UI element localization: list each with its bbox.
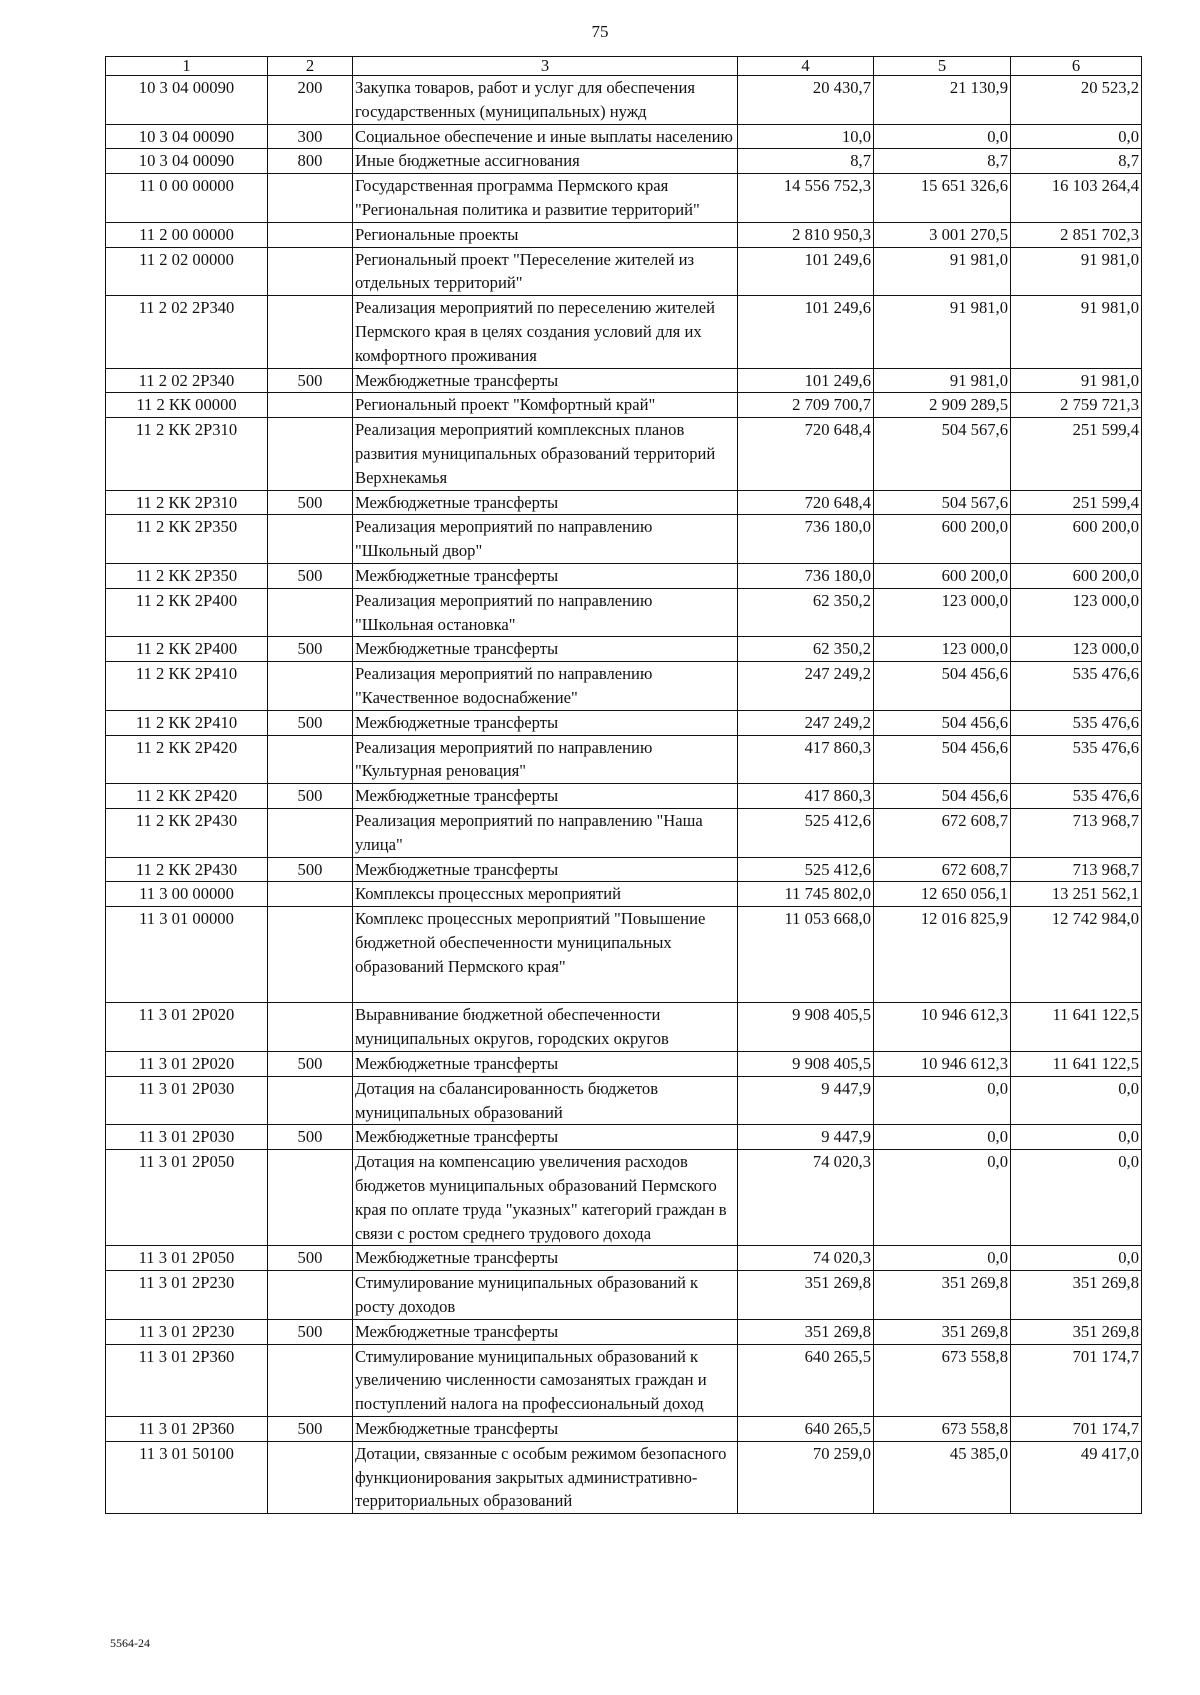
row-type-cell <box>268 1003 353 1052</box>
row-value-col5: 123 000,0 <box>874 588 1011 637</box>
row-value-col6: 2 759 721,3 <box>1011 393 1142 418</box>
table-row <box>106 857 1142 882</box>
row-type-cell <box>268 393 353 418</box>
row-type-cell: 500 <box>268 710 353 735</box>
row-code-cell: 11 2 00 00000 <box>106 222 268 247</box>
row-type-cell <box>268 418 353 490</box>
row-value-col6: 600 200,0 <box>1011 563 1142 588</box>
row-code-cell: 11 2 02 2Р340 <box>106 368 268 393</box>
row-name-cell: Реализация мероприятий по направлению "Культурная реновация" <box>353 735 738 784</box>
row-value-col4: 351 269,8 <box>738 1271 874 1320</box>
row-code-cell: 11 3 00 00000 <box>106 882 268 907</box>
row-type-cell <box>268 662 353 711</box>
row-name-cell: Межбюджетные трансферты <box>353 1417 738 1442</box>
row-value-col6: 49 417,0 <box>1011 1441 1142 1513</box>
row-name-cell: Межбюджетные трансферты <box>353 637 738 662</box>
row-value-col5: 0,0 <box>874 124 1011 149</box>
row-name-cell: Реализация мероприятий по направлению "Школьный двор" <box>353 515 738 564</box>
row-value-col4: 101 249,6 <box>738 296 874 368</box>
row-type-cell <box>268 588 353 637</box>
row-code-cell: 11 3 01 2Р230 <box>106 1271 268 1320</box>
row-value-col4: 417 860,3 <box>738 784 874 809</box>
table-row <box>106 1150 1142 1246</box>
table-row <box>106 1271 1142 1320</box>
row-value-col4: 2 709 700,7 <box>738 393 874 418</box>
table-row <box>106 1052 1142 1077</box>
row-code-cell: 11 2 КК 2Р350 <box>106 515 268 564</box>
row-type-cell <box>268 1150 353 1246</box>
row-name-cell: Комплекс процессных мероприятий "Повышение бюджетной обеспеченности муниципальных образований Пермского края" <box>353 907 738 1003</box>
row-value-col5: 673 558,8 <box>874 1417 1011 1442</box>
row-name-cell: Реализация мероприятий комплексных планов развития муниципальных образований территорий Верхнекамья <box>353 418 738 490</box>
row-code-cell: 11 3 01 2Р360 <box>106 1344 268 1416</box>
row-name-cell: Региональный проект "Переселение жителей из отдельных территорий" <box>353 247 738 296</box>
row-code-cell: 11 2 КК 2Р400 <box>106 637 268 662</box>
row-name-cell: Стимулирование муниципальных образований к увеличению численности самозанятых граждан и поступлений налога на профессиональный доход <box>353 1344 738 1416</box>
row-value-col6: 0,0 <box>1011 1125 1142 1150</box>
row-value-col5: 672 608,7 <box>874 857 1011 882</box>
header-col-4: 4 <box>738 57 874 76</box>
row-value-col4: 62 350,2 <box>738 588 874 637</box>
row-value-col6: 713 968,7 <box>1011 808 1142 857</box>
row-name-cell: Дотация на компенсацию увеличения расходов бюджетов муниципальных образований Пермского края по оплате труда "указных" категорий граждан в связи с ростом среднего трудового дохода <box>353 1150 738 1246</box>
row-type-cell <box>268 515 353 564</box>
row-value-col4: 9 908 405,5 <box>738 1003 874 1052</box>
row-name-cell: Межбюджетные трансферты <box>353 1246 738 1271</box>
table-row <box>106 1319 1142 1344</box>
row-type-cell: 500 <box>268 1246 353 1271</box>
row-code-cell: 11 3 01 2Р360 <box>106 1417 268 1442</box>
row-value-col4: 351 269,8 <box>738 1319 874 1344</box>
row-value-col6: 91 981,0 <box>1011 247 1142 296</box>
row-value-col6: 713 968,7 <box>1011 857 1142 882</box>
row-code-cell: 10 3 04 00090 <box>106 149 268 174</box>
row-value-col4: 9 908 405,5 <box>738 1052 874 1077</box>
row-value-col4: 11 745 802,0 <box>738 882 874 907</box>
row-value-col5: 672 608,7 <box>874 808 1011 857</box>
row-name-cell: Межбюджетные трансферты <box>353 857 738 882</box>
page-number: 75 <box>591 22 609 41</box>
header-col-3: 3 <box>353 57 738 76</box>
row-code-cell: 11 2 КК 2Р400 <box>106 588 268 637</box>
row-type-cell <box>268 808 353 857</box>
row-value-col6: 91 981,0 <box>1011 296 1142 368</box>
row-code-cell: 11 2 КК 2Р310 <box>106 490 268 515</box>
row-value-col4: 74 020,3 <box>738 1150 874 1246</box>
row-name-cell: Региональные проекты <box>353 222 738 247</box>
row-value-col4: 20 430,7 <box>738 76 874 125</box>
row-value-col6: 123 000,0 <box>1011 588 1142 637</box>
row-type-cell <box>268 296 353 368</box>
row-name-cell: Дотация на сбалансированность бюджетов муниципальных образований <box>353 1076 738 1125</box>
table-row <box>106 808 1142 857</box>
row-value-col5: 504 567,6 <box>874 490 1011 515</box>
row-code-cell: 11 2 КК 2Р420 <box>106 784 268 809</box>
row-value-col4: 101 249,6 <box>738 247 874 296</box>
table-row <box>106 710 1142 735</box>
row-type-cell <box>268 1271 353 1320</box>
table-row <box>106 174 1142 223</box>
row-code-cell: 11 3 01 2Р230 <box>106 1319 268 1344</box>
row-value-col5: 504 567,6 <box>874 418 1011 490</box>
table-row <box>106 735 1142 784</box>
row-value-col4: 247 249,2 <box>738 662 874 711</box>
row-value-col4: 525 412,6 <box>738 857 874 882</box>
row-value-col5: 3 001 270,5 <box>874 222 1011 247</box>
table-row <box>106 1344 1142 1416</box>
row-value-col4: 640 265,5 <box>738 1417 874 1442</box>
row-value-col6: 535 476,6 <box>1011 662 1142 711</box>
row-value-col6: 701 174,7 <box>1011 1344 1142 1416</box>
row-value-col5: 504 456,6 <box>874 710 1011 735</box>
row-name-cell: Реализация мероприятий по переселению жителей Пермского края в целях создания условий для их комфортного проживания <box>353 296 738 368</box>
row-code-cell: 11 2 02 2Р340 <box>106 296 268 368</box>
row-type-cell: 500 <box>268 857 353 882</box>
table-row <box>106 490 1142 515</box>
row-code-cell: 11 2 КК 2Р430 <box>106 857 268 882</box>
row-type-cell <box>268 1441 353 1513</box>
row-value-col6: 12 742 984,0 <box>1011 907 1142 1003</box>
row-type-cell <box>268 882 353 907</box>
table-row <box>106 1441 1142 1513</box>
row-value-col4: 247 249,2 <box>738 710 874 735</box>
row-value-col6: 0,0 <box>1011 1150 1142 1246</box>
row-value-col6: 251 599,4 <box>1011 490 1142 515</box>
table-row <box>106 247 1142 296</box>
row-value-col5: 45 385,0 <box>874 1441 1011 1513</box>
row-type-cell <box>268 222 353 247</box>
row-type-cell <box>268 174 353 223</box>
row-name-cell: Социальное обеспечение и иные выплаты населению <box>353 124 738 149</box>
row-type-cell: 500 <box>268 1125 353 1150</box>
row-code-cell: 11 3 01 50100 <box>106 1441 268 1513</box>
document-code: 5564-24 <box>110 1636 150 1650</box>
table-row <box>106 588 1142 637</box>
row-type-cell: 500 <box>268 1417 353 1442</box>
row-type-cell: 500 <box>268 1319 353 1344</box>
table-row <box>106 907 1142 1003</box>
row-value-col4: 417 860,3 <box>738 735 874 784</box>
row-code-cell: 11 2 КК 2Р350 <box>106 563 268 588</box>
row-value-col5: 0,0 <box>874 1150 1011 1246</box>
row-value-col4: 74 020,3 <box>738 1246 874 1271</box>
row-name-cell: Межбюджетные трансферты <box>353 710 738 735</box>
table-row <box>106 124 1142 149</box>
row-name-cell: Дотации, связанные с особым режимом безопасного функционирования закрытых административно-территориальных образований <box>353 1441 738 1513</box>
row-value-col5: 0,0 <box>874 1076 1011 1125</box>
row-code-cell: 11 2 КК 2Р310 <box>106 418 268 490</box>
row-value-col5: 2 909 289,5 <box>874 393 1011 418</box>
row-value-col6: 11 641 122,5 <box>1011 1003 1142 1052</box>
row-value-col4: 10,0 <box>738 124 874 149</box>
row-value-col5: 8,7 <box>874 149 1011 174</box>
row-type-cell <box>268 735 353 784</box>
row-code-cell: 11 2 КК 00000 <box>106 393 268 418</box>
table-row <box>106 563 1142 588</box>
row-code-cell: 10 3 04 00090 <box>106 76 268 125</box>
row-value-col6: 251 599,4 <box>1011 418 1142 490</box>
table-row <box>106 76 1142 125</box>
row-value-col4: 525 412,6 <box>738 808 874 857</box>
row-value-col4: 720 648,4 <box>738 490 874 515</box>
row-code-cell: 11 2 КК 2Р410 <box>106 662 268 711</box>
table-row <box>106 368 1142 393</box>
row-name-cell: Иные бюджетные ассигнования <box>353 149 738 174</box>
table-row <box>106 515 1142 564</box>
row-value-col4: 9 447,9 <box>738 1076 874 1125</box>
row-name-cell: Межбюджетные трансферты <box>353 1052 738 1077</box>
row-type-cell: 200 <box>268 76 353 125</box>
row-name-cell: Реализация мероприятий по направлению "Качественное водоснабжение" <box>353 662 738 711</box>
row-type-cell: 500 <box>268 490 353 515</box>
row-code-cell: 11 2 КК 2Р410 <box>106 710 268 735</box>
row-value-col5: 91 981,0 <box>874 247 1011 296</box>
row-type-cell: 500 <box>268 368 353 393</box>
row-value-col4: 736 180,0 <box>738 515 874 564</box>
row-value-col6: 535 476,6 <box>1011 735 1142 784</box>
row-value-col5: 0,0 <box>874 1125 1011 1150</box>
table-row <box>106 637 1142 662</box>
row-value-col6: 16 103 264,4 <box>1011 174 1142 223</box>
table-row <box>106 662 1142 711</box>
row-code-cell: 11 2 КК 2Р430 <box>106 808 268 857</box>
row-value-col5: 351 269,8 <box>874 1271 1011 1320</box>
row-name-cell: Реализация мероприятий по направлению "Школьная остановка" <box>353 588 738 637</box>
row-type-cell <box>268 1076 353 1125</box>
row-type-cell: 500 <box>268 784 353 809</box>
row-value-col6: 600 200,0 <box>1011 515 1142 564</box>
row-value-col4: 14 556 752,3 <box>738 174 874 223</box>
row-value-col5: 351 269,8 <box>874 1319 1011 1344</box>
row-value-col6: 535 476,6 <box>1011 710 1142 735</box>
table-row <box>106 882 1142 907</box>
row-name-cell: Выравнивание бюджетной обеспеченности муниципальных округов, городских округов <box>353 1003 738 1052</box>
row-value-col5: 12 650 056,1 <box>874 882 1011 907</box>
row-value-col4: 9 447,9 <box>738 1125 874 1150</box>
table-row <box>106 784 1142 809</box>
row-value-col4: 62 350,2 <box>738 637 874 662</box>
row-value-col5: 600 200,0 <box>874 563 1011 588</box>
row-value-col5: 504 456,6 <box>874 784 1011 809</box>
row-code-cell: 11 3 01 00000 <box>106 907 268 1003</box>
row-name-cell: Реализация мероприятий по направлению "Наша улица" <box>353 808 738 857</box>
row-value-col4: 101 249,6 <box>738 368 874 393</box>
header-col-2: 2 <box>268 57 353 76</box>
table-row <box>106 149 1142 174</box>
row-type-cell <box>268 247 353 296</box>
row-code-cell: 11 3 01 2Р030 <box>106 1076 268 1125</box>
table-body <box>106 76 1142 1514</box>
row-value-col5: 0,0 <box>874 1246 1011 1271</box>
row-value-col6: 123 000,0 <box>1011 637 1142 662</box>
header-col-6: 6 <box>1011 57 1142 76</box>
table-row <box>106 393 1142 418</box>
table-row <box>106 222 1142 247</box>
table-row <box>106 1417 1142 1442</box>
row-name-cell: Межбюджетные трансферты <box>353 563 738 588</box>
row-name-cell: Межбюджетные трансферты <box>353 1125 738 1150</box>
row-value-col5: 91 981,0 <box>874 296 1011 368</box>
row-value-col4: 640 265,5 <box>738 1344 874 1416</box>
row-value-col6: 0,0 <box>1011 124 1142 149</box>
row-value-col4: 11 053 668,0 <box>738 907 874 1003</box>
row-value-col6: 351 269,8 <box>1011 1319 1142 1344</box>
row-value-col6: 0,0 <box>1011 1246 1142 1271</box>
header-col-5: 5 <box>874 57 1011 76</box>
row-name-cell: Межбюджетные трансферты <box>353 490 738 515</box>
row-value-col5: 12 016 825,9 <box>874 907 1011 1003</box>
row-name-cell: Межбюджетные трансферты <box>353 1319 738 1344</box>
row-value-col6: 0,0 <box>1011 1076 1142 1125</box>
row-value-col6: 20 523,2 <box>1011 76 1142 125</box>
row-value-col6: 91 981,0 <box>1011 368 1142 393</box>
row-value-col5: 21 130,9 <box>874 76 1011 125</box>
row-value-col4: 2 810 950,3 <box>738 222 874 247</box>
row-code-cell: 11 3 01 2Р030 <box>106 1125 268 1150</box>
row-value-col5: 15 651 326,6 <box>874 174 1011 223</box>
row-name-cell: Межбюджетные трансферты <box>353 784 738 809</box>
row-name-cell: Региональный проект "Комфортный край" <box>353 393 738 418</box>
row-name-cell: Межбюджетные трансферты <box>353 368 738 393</box>
row-code-cell: 11 0 00 00000 <box>106 174 268 223</box>
row-code-cell: 11 2 02 00000 <box>106 247 268 296</box>
table-row <box>106 418 1142 490</box>
row-value-col6: 2 851 702,3 <box>1011 222 1142 247</box>
row-value-col6: 701 174,7 <box>1011 1417 1142 1442</box>
row-value-col4: 736 180,0 <box>738 563 874 588</box>
table-row <box>106 1003 1142 1052</box>
row-value-col6: 351 269,8 <box>1011 1271 1142 1320</box>
row-value-col6: 11 641 122,5 <box>1011 1052 1142 1077</box>
row-value-col5: 600 200,0 <box>874 515 1011 564</box>
table-row <box>106 1125 1142 1150</box>
row-name-cell: Стимулирование муниципальных образований к росту доходов <box>353 1271 738 1320</box>
table-row <box>106 1246 1142 1271</box>
row-code-cell: 11 3 01 2Р050 <box>106 1246 268 1271</box>
row-value-col5: 10 946 612,3 <box>874 1052 1011 1077</box>
row-value-col5: 504 456,6 <box>874 662 1011 711</box>
row-type-cell: 500 <box>268 1052 353 1077</box>
row-value-col5: 123 000,0 <box>874 637 1011 662</box>
row-code-cell: 11 2 КК 2Р420 <box>106 735 268 784</box>
row-value-col5: 10 946 612,3 <box>874 1003 1011 1052</box>
budget-table <box>105 56 1142 1514</box>
row-value-col5: 673 558,8 <box>874 1344 1011 1416</box>
table-row <box>106 1076 1142 1125</box>
row-type-cell <box>268 1344 353 1416</box>
table-header-row <box>106 57 1142 76</box>
row-value-col6: 8,7 <box>1011 149 1142 174</box>
row-value-col4: 8,7 <box>738 149 874 174</box>
row-name-cell: Закупка товаров, работ и услуг для обеспечения государственных (муниципальных) нужд <box>353 76 738 125</box>
row-code-cell: 10 3 04 00090 <box>106 124 268 149</box>
row-type-cell <box>268 907 353 1003</box>
row-value-col5: 91 981,0 <box>874 368 1011 393</box>
row-code-cell: 11 3 01 2Р020 <box>106 1003 268 1052</box>
row-type-cell: 800 <box>268 149 353 174</box>
row-code-cell: 11 3 01 2Р020 <box>106 1052 268 1077</box>
table-row <box>106 296 1142 368</box>
row-type-cell: 500 <box>268 637 353 662</box>
row-value-col6: 13 251 562,1 <box>1011 882 1142 907</box>
row-type-cell: 300 <box>268 124 353 149</box>
row-value-col4: 70 259,0 <box>738 1441 874 1513</box>
header-col-1: 1 <box>106 57 268 76</box>
row-value-col6: 535 476,6 <box>1011 784 1142 809</box>
row-value-col5: 504 456,6 <box>874 735 1011 784</box>
row-name-cell: Комплексы процессных мероприятий <box>353 882 738 907</box>
row-name-cell: Государственная программа Пермского края "Региональная политика и развитие территорий" <box>353 174 738 223</box>
row-value-col4: 720 648,4 <box>738 418 874 490</box>
row-type-cell: 500 <box>268 563 353 588</box>
row-code-cell: 11 3 01 2Р050 <box>106 1150 268 1246</box>
